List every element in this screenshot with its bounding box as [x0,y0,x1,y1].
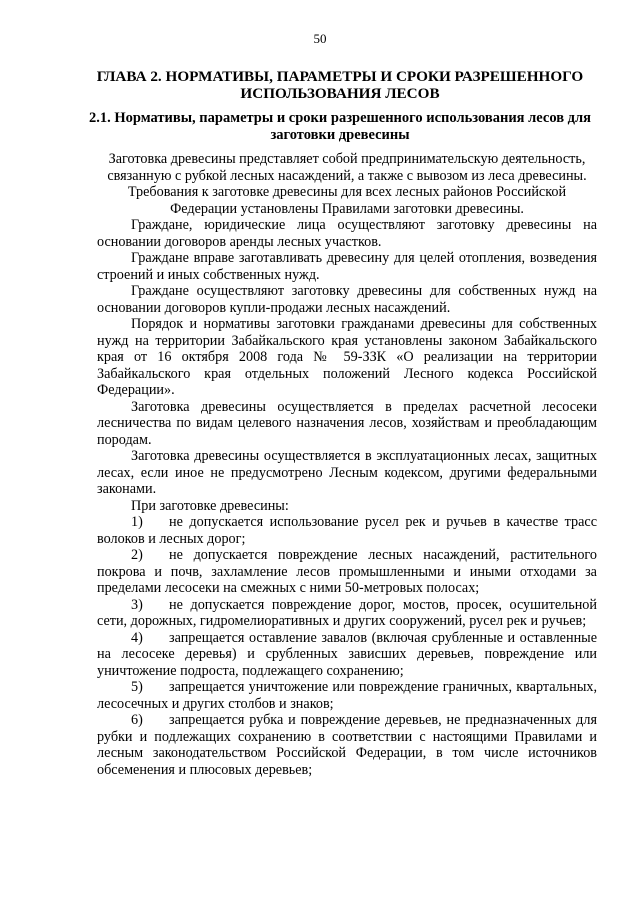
list-item-text: запрещается оставление завалов (включая срубленные и оставленные на лесосеке деревья) и срубленных зависших деревьев, повреждение или уничтожение подроста, подлежащего сохранению; [97,629,597,679]
paragraph: Граждане, юридические лица осуществляют заготовку древесины на основании договоров аренды лесных участков. [97,217,597,250]
list-item-text: не допускается повреждение лесных насаждений, растительного покрова и почв, захламление лесов промышленными и иными отходами за пределами лесосеки на смежных с ними 50-метровых полосах; [97,547,597,596]
list-item-number: 1) [131,514,143,530]
paragraph: Граждане осуществляют заготовку древесины для собственных нужд на основании договоров купли-продажи лесных насаждений. [97,283,597,316]
list-item [97,514,597,547]
paragraph: Заготовка древесины осуществляется в эксплуатационных лесах, защитных лесах, если иное не предусмотрено Лесным кодексом, другими федеральными законами. [97,448,597,497]
list-item-number: 2) [131,547,143,563]
list-item-number: 5) [131,679,143,695]
paragraph: При заготовке древесины: [131,497,289,514]
list-item-number: 6) [131,712,143,728]
document-body [97,151,597,778]
list-item-text: запрещается рубка и повреждение деревьев, не предназначенных для рубки и подлежащих сохранению в соответствии с настоящими Правилами и лесным законодательством Российской Федерации, в том числе источников обсеменения и плюсовых деревьев; [97,712,597,778]
chapter-title: ГЛАВА 2. НОРМАТИВЫ, ПАРАМЕТРЫ И СРОКИ РАЗРЕШЕННОГО ИСПОЛЬЗОВАНИЯ ЛЕСОВ [96,68,584,102]
list-item [97,679,597,712]
list-item [97,630,597,680]
list-item [97,712,597,778]
list-item-number: 4) [131,629,143,646]
paragraph: Заготовка древесины осуществляется в пределах расчетной лесосеки лесничества по видам целевого назначения лесов, хозяйствам и преобладающим породам. [97,398,597,448]
page-number: 50 [313,31,327,46]
list-item-text: не допускается использование русел рек и ручьев в качестве трасс волоков и лесных дорог; [97,514,597,547]
paragraph: Порядок и нормативы заготовки гражданами древесины для собственных нужд на территории Забайкальского края установлены законом Забайкальского края от 16 октября 2008 года № 59-ЗЗК «О реализации на территории Забайкальского края отдельных положений Лесного кодекса Российской Федерации». [97,316,597,398]
paragraph: Граждане вправе заготавливать древесину для целей отопления, возведения строений и иных собственных нужд. [97,250,597,283]
paragraph: Заготовка древесины представляет собой предпринимательскую деятельность, связанную с рубкой лесных насаждений, а также с вывозом из леса древесины. Требования к заготовке древесины для всех лесных районов Российской Федерации установлены Правилами заготовки древесины. [107,151,587,217]
list-item [97,597,597,630]
list-item-number: 3) [131,596,143,613]
list-item-text: запрещается уничтожение или повреждение граничных, квартальных, лесосечных и других столбов и знаков; [97,679,597,712]
section-title: 2.1. Нормативы, параметры и сроки разрешенного использования лесов для заготовки древесины [89,110,591,143]
list-item-text: не допускается повреждение дорог, мостов, просек, осушительной сети, дорожных, гидромелиоративных и других сооружений, русел рек и ручьев; [97,596,597,629]
list-item [97,547,597,597]
